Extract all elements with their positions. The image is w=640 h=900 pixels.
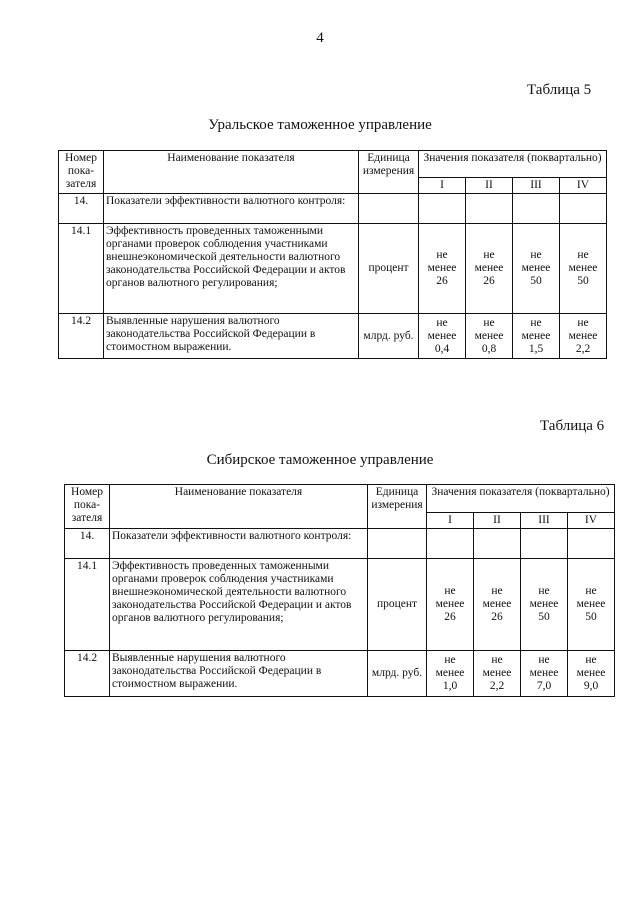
row-value: не менее 26 xyxy=(466,224,513,314)
row-value: не менее 50 xyxy=(568,559,615,651)
row-value xyxy=(568,529,615,559)
indicators-table xyxy=(64,484,615,697)
row-value: не менее 50 xyxy=(560,224,607,314)
row-unit xyxy=(359,194,419,224)
row-unit: млрд. руб. xyxy=(359,314,419,359)
table-row xyxy=(59,224,607,314)
row-value: не менее 26 xyxy=(474,559,521,651)
table-row xyxy=(59,314,607,359)
header-values: Значения показателя (поквартально) xyxy=(427,485,615,513)
table-row xyxy=(59,194,607,224)
row-name: Выявленные нарушения валютного законодательства Российской Федерации в стоимостном выражении. xyxy=(110,651,368,697)
table-row xyxy=(65,559,615,651)
row-value: не менее 9,0 xyxy=(568,651,615,697)
header-name: Наименование показателя xyxy=(104,151,359,194)
header-number: Номер пока-зателя xyxy=(59,151,104,194)
header-quarter: I xyxy=(427,513,474,529)
row-value: не менее 50 xyxy=(521,559,568,651)
table-caption: Таблица 5 xyxy=(527,82,592,98)
table-row xyxy=(65,529,615,559)
page-number: 4 xyxy=(316,30,324,46)
row-value xyxy=(513,194,560,224)
row-value xyxy=(466,194,513,224)
row-number: 14.1 xyxy=(65,559,110,651)
header-quarter: II xyxy=(466,178,513,194)
table-title: Сибирское таможенное управление xyxy=(206,452,434,468)
row-value: не менее 2,2 xyxy=(474,651,521,697)
table-caption: Таблица 6 xyxy=(540,418,605,434)
row-value xyxy=(474,529,521,559)
row-value xyxy=(521,529,568,559)
row-name: Эффективность проведенных таможенными органами проверок соблюдения участниками внешнеэкономической деятельности валютного законодательства Российской Федерации и актов органов валютного регулирования; xyxy=(104,224,359,314)
header-quarter: II xyxy=(474,513,521,529)
row-value: не менее 26 xyxy=(419,224,466,314)
row-value xyxy=(560,194,607,224)
row-unit xyxy=(368,529,427,559)
indicators-table xyxy=(58,150,607,359)
row-number: 14. xyxy=(59,194,104,224)
table-row xyxy=(65,651,615,697)
row-value: не менее 1,5 xyxy=(513,314,560,359)
row-name: Выявленные нарушения валютного законодательства Российской Федерации в стоимостном выражении. xyxy=(104,314,359,359)
row-number: 14. xyxy=(65,529,110,559)
header-unit: Единица измерения xyxy=(368,485,427,529)
row-number: 14.1 xyxy=(59,224,104,314)
header-number: Номер пока-зателя xyxy=(65,485,110,529)
row-value xyxy=(427,529,474,559)
row-value: не менее 26 xyxy=(427,559,474,651)
row-value: не менее 1,0 xyxy=(427,651,474,697)
header-quarter: III xyxy=(513,178,560,194)
header-quarter: IV xyxy=(560,178,607,194)
row-name: Эффективность проведенных таможенными органами проверок соблюдения участниками внешнеэкономической деятельности валютного законодательства Российской Федерации и актов органов валютного регулирования; xyxy=(110,559,368,651)
row-number: 14.2 xyxy=(65,651,110,697)
row-number: 14.2 xyxy=(59,314,104,359)
header-quarter: III xyxy=(521,513,568,529)
header-unit: Единица измерения xyxy=(359,151,419,194)
row-name: Показатели эффективности валютного контроля: xyxy=(104,194,359,224)
row-value: не менее 0,4 xyxy=(419,314,466,359)
row-value: не менее 0,8 xyxy=(466,314,513,359)
row-unit: процент xyxy=(368,559,427,651)
header-values: Значения показателя (поквартально) xyxy=(419,151,607,178)
row-unit: процент xyxy=(359,224,419,314)
row-unit: млрд. руб. xyxy=(368,651,427,697)
row-value: не менее 50 xyxy=(513,224,560,314)
header-name: Наименование показателя xyxy=(110,485,368,529)
header-quarter: IV xyxy=(568,513,615,529)
row-name: Показатели эффективности валютного контроля: xyxy=(110,529,368,559)
row-value: не менее 7,0 xyxy=(521,651,568,697)
table-title: Уральское таможенное управление xyxy=(208,117,432,133)
row-value xyxy=(419,194,466,224)
row-value: не менее 2,2 xyxy=(560,314,607,359)
header-quarter: I xyxy=(419,178,466,194)
